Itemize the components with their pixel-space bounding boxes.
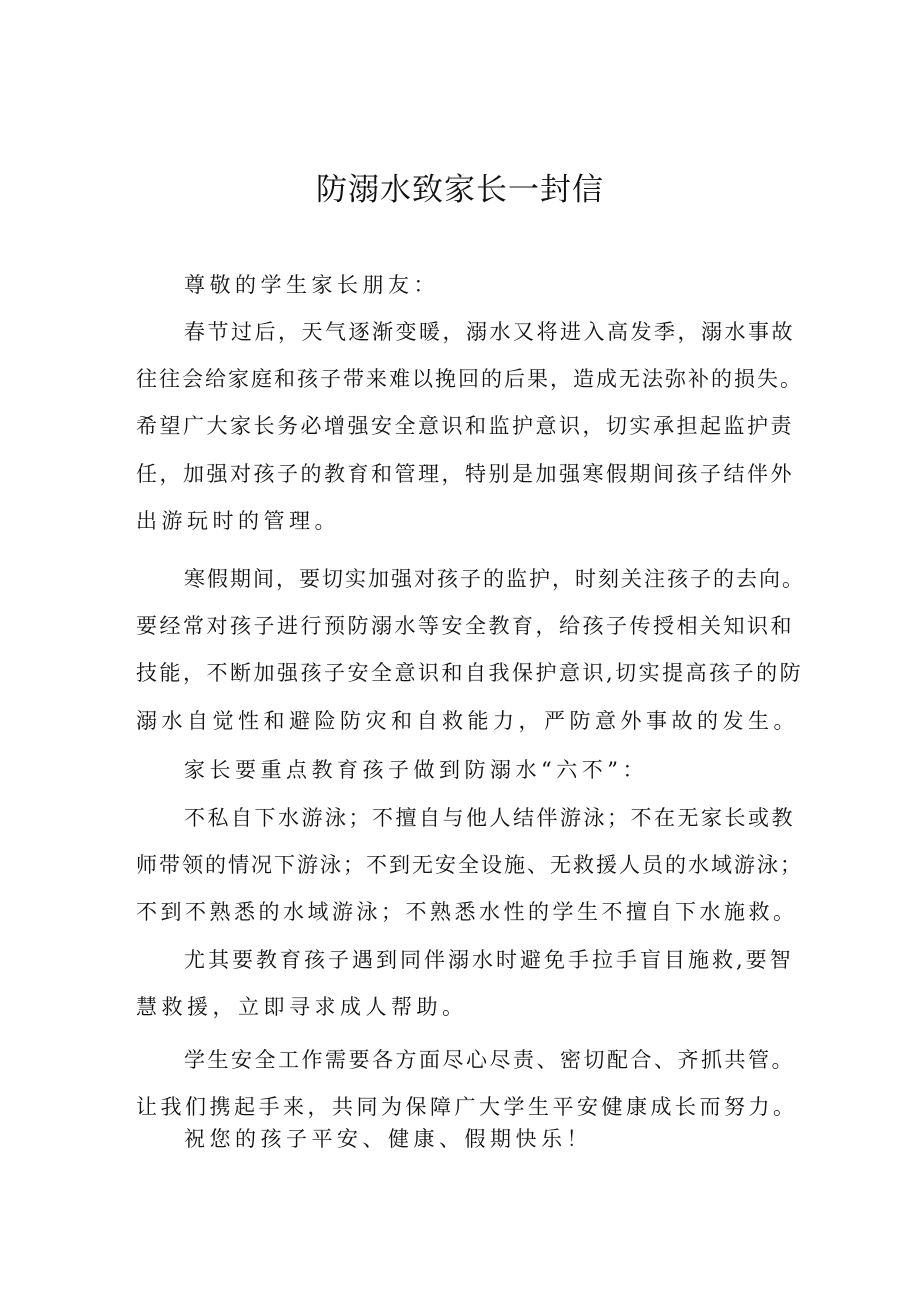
paragraph-4 xyxy=(136,795,806,937)
letter-title: 防溺水致家长一封信 xyxy=(316,172,604,208)
paragraph-5 xyxy=(136,937,806,1031)
paragraph-3 xyxy=(136,747,806,794)
paragraph-line: 不到不熟悉的水域游泳；不熟悉水性的学生不擅自下水施救。 xyxy=(136,900,798,925)
closing-wish xyxy=(136,1116,806,1163)
paragraph-line: 希望广大家长务必增强安全意识和监护意识，切实承担起监护责 xyxy=(136,414,794,439)
paragraph-line: 任，加强对孩子的教育和管理，特别是加强寒假期间孩子结伴外 xyxy=(136,461,794,486)
paragraph-line: 祝您的孩子平安、健康、假期快乐！ xyxy=(184,1127,592,1151)
paragraph-line: 师带领的情况下游泳；不到无安全设施、无救援人员的水域游泳； xyxy=(136,853,803,878)
paragraph-line: 寒假期间，要切实加强对孩子的监护，时刻关注孩子的去向。 xyxy=(184,567,805,591)
paragraph-line: 往往会给家庭和孩子带来难以挽回的后果，造成无法弥补的损失。 xyxy=(136,367,803,392)
paragraph-line: 要经常对孩子进行预防溺水等安全教育，给孩子传授相关知识和 xyxy=(136,614,794,639)
paragraph-line: 慧救援，立即寻求成人帮助。 xyxy=(136,995,468,1020)
paragraph-line: 家长要重点教育孩子做到防溺水“六不”： xyxy=(184,758,648,782)
paragraph-line: 技能，不断加强孩子安全意识和自我保护意识,切实提高孩子的防 xyxy=(136,661,804,686)
salutation xyxy=(136,262,806,309)
salutation-line: 尊敬的学生家长朋友： xyxy=(184,273,439,297)
paragraph-line: 让我们携起手来，共同为保障广大学生平安健康成长而努力。 xyxy=(136,1095,798,1120)
paragraph-line: 出游玩时的管理。 xyxy=(136,508,340,533)
paragraph-2 xyxy=(136,556,806,745)
paragraph-line: 溺水自觉性和避险防灾和自救能力，严防意外事故的发生。 xyxy=(136,708,799,733)
paragraph-1 xyxy=(136,309,806,545)
paragraph-line: 春节过后，天气逐渐变暖，溺水又将进入高发季，溺水事故 xyxy=(184,320,795,344)
paragraph-line: 尤其要教育孩子遇到同伴溺水时避免手拉手盲目施救,要智 xyxy=(184,948,794,972)
paragraph-line: 学生安全工作需要各方面尽心尽责、密切配合、齐抓共管。 xyxy=(184,1048,795,1072)
paragraph-line: 不私自下水游泳；不擅自与他人结伴游泳；不在无家长或教 xyxy=(184,806,795,830)
